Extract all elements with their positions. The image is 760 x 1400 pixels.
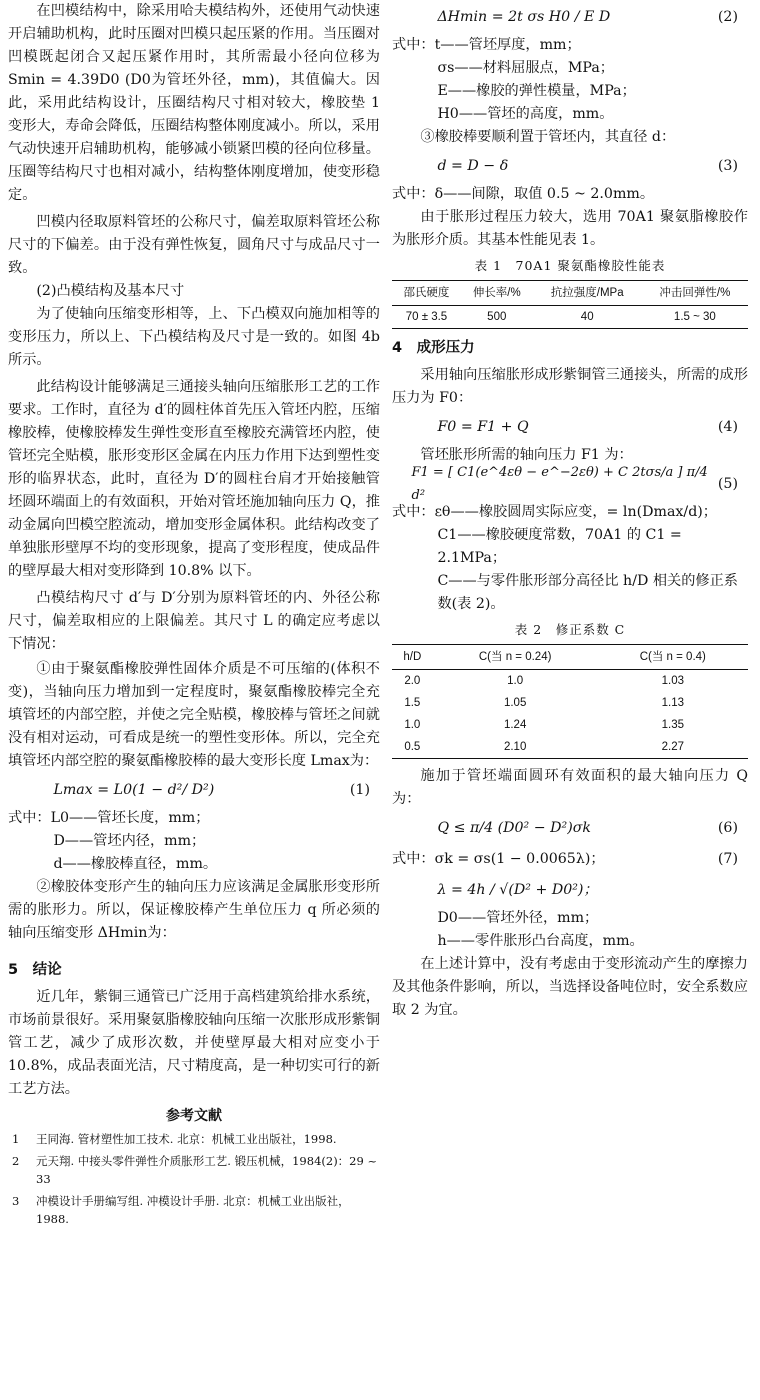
table-header: C(当 n = 0.24) bbox=[433, 645, 598, 670]
definition: 式中：L0——管坯长度，mm； bbox=[8, 810, 210, 826]
definition: D0——管坯外径，mm； bbox=[437, 910, 599, 926]
definition: C——与零件胀形部分高径比 h/D 相关的修正系数(表 2)。 bbox=[437, 573, 738, 612]
table-header: h/D bbox=[392, 645, 433, 670]
equation-8 bbox=[392, 873, 748, 907]
paragraph: 在凹模结构中，除采用哈夫模结构外，还使用气动快速开启辅助机构，此时压圈对凹模只起压紧的作用。当压圈对凹模既起闭合又起压紧作用时，其所需最小径向位移为 Smin = 4.39D0 (D0为管坯外径，mm)，其值偏大。因此，采用此结构设计，压圈结构尺寸相对较大，橡胶垫 1 变形大，寿命会降低，压圈结构整体刚度减小。所以，采用气动快速开启辅助机构，能够减小锁紧凹模的径向位移量。压圈等结构尺寸也相对减小，结构整体刚度增加，使变形稳定。 bbox=[8, 3, 380, 203]
table-row bbox=[392, 692, 748, 714]
definition: D——管坯内径，mm； bbox=[53, 833, 206, 849]
reference-item bbox=[8, 1130, 380, 1148]
table-cell: 1.24 bbox=[503, 719, 527, 731]
reference-text: 元天翔. 中接头零件弹性介质胀形工艺. 锻压机械，1984(2)：29 ~ 33 bbox=[36, 1154, 378, 1186]
paragraph: 此结构设计能够满足三通接头轴向压缩胀形工艺的工作要求。工作时，直径为 d′的圆柱体首先压入管坯内腔，压缩橡胶棒，使橡胶棒发生弹性变形直至橡胶充满管坯内腔，使管坯完全贴模，胀形变形区金属在内压力作用下达到塑性变形的临界状态，此时，直径为 D′的圆柱台肩才开始接触管坯圆环端面上的有效面积，开始对管坯施加轴向压力 Q，推动金属向凹模空腔流动，增加变形金属体积。此结构改变了单独胀形壁厚不均的变形现象，提高了变形程度，使成品件的壁厚最大相对变形降到 10.8% 以下。 bbox=[8, 379, 380, 579]
section-heading: 4 成形压力 bbox=[392, 340, 475, 356]
paragraph: 采用轴向压缩胀形成形紫铜管三通接头，所需的成形压力为 F0： bbox=[392, 367, 748, 406]
table-header: C(当 n = 0.4) bbox=[598, 645, 748, 670]
paragraph: 由于胀形过程压力较大，选用 70A1 聚氨脂橡胶作为胀形介质。其基本性能见表 1。 bbox=[392, 209, 748, 248]
equation-1 bbox=[8, 773, 380, 807]
equation-number: (2) bbox=[717, 8, 738, 25]
equation-text: d = D − δ bbox=[437, 157, 509, 174]
table-cell: 1.13 bbox=[661, 697, 684, 709]
section-heading: 5 结论 bbox=[8, 962, 62, 978]
left-column bbox=[8, 0, 380, 1232]
paragraph: 近几年，紫铜三通管已广泛用于高档建筑给排水系统，市场前景很好。采用聚氨脂橡胶轴向压缩一次胀形成形紫铜管工艺，减少了成形次数，并使壁厚最大相对应变小于 10.8%，成品表面光洁，尺寸精度高，是一种切实可行的新工艺方法。 bbox=[8, 989, 380, 1097]
equation-text: ΔHmin = 2t σs H0 / E D bbox=[437, 8, 611, 25]
table-cell: 1.5 bbox=[404, 697, 421, 709]
definition: E——橡胶的弹性模量，MPa； bbox=[437, 83, 636, 99]
equation-5 bbox=[392, 467, 748, 501]
table-header: 邵氏硬度 bbox=[392, 281, 461, 306]
equation-3 bbox=[392, 149, 748, 183]
table-cell: 2.10 bbox=[433, 736, 598, 759]
table-cell: 40 bbox=[533, 306, 642, 329]
table-cell: 1.0 bbox=[507, 675, 524, 687]
table-cell: 2.27 bbox=[598, 736, 748, 759]
definitions bbox=[392, 501, 748, 616]
definition: σs——材料屈服点，MPa； bbox=[437, 60, 614, 76]
references-title: 参考文献 bbox=[166, 1108, 222, 1124]
definition: 式中：δ——间隙，取值 0.5 ~ 2.0mm。 bbox=[392, 186, 655, 202]
equation-text: 式中：σk = σs(1 − 0.0065λ)； bbox=[392, 850, 605, 867]
table-header: 伸长率/% bbox=[461, 281, 533, 306]
table-cell: 1.0 bbox=[404, 719, 421, 731]
definitions bbox=[392, 907, 748, 953]
table-cell: 1.35 bbox=[661, 719, 684, 731]
table-cell: 0.5 bbox=[392, 736, 433, 759]
paragraph: 施加于管坯端面圆环有效面积的最大轴向压力 Q 为： bbox=[392, 768, 748, 807]
definitions bbox=[392, 34, 748, 126]
paragraph: ③橡胶棒要顺利置于管坯内，其直径 d： bbox=[420, 129, 676, 145]
reference-number: 2 bbox=[12, 1154, 20, 1168]
definition: 式中：εθ——橡胶圆周实际应变，= ln(Dmax/d)； bbox=[392, 504, 717, 520]
definition: H0——管坯的高度，mm。 bbox=[437, 106, 614, 122]
table-row bbox=[392, 306, 748, 329]
reference-text: 王同海. 管材塑性加工技术. 北京：机械工业出版社，1998. bbox=[36, 1132, 337, 1146]
right-column bbox=[392, 0, 748, 1022]
table-1 bbox=[392, 280, 748, 329]
table-header: 抗拉强度/MPa bbox=[533, 281, 642, 306]
table-cell: 500 bbox=[461, 306, 533, 329]
equation-number: (5) bbox=[717, 475, 738, 492]
definition: 式中：t——管坯厚度，mm； bbox=[392, 37, 581, 53]
table-cell: 1.05 bbox=[503, 697, 527, 709]
equation-number: (7) bbox=[717, 850, 738, 867]
paragraph: 为了使轴向压缩变形相等，上、下凸模双向施加相等的变形压力，所以上、下凸模结构及尺寸是一致的。如图 4b 所示。 bbox=[8, 306, 380, 368]
table-cell: 1.03 bbox=[661, 675, 684, 687]
equation-6 bbox=[392, 811, 748, 845]
subheading: (2)凸模结构及基本尺寸 bbox=[36, 283, 185, 299]
table-header: 冲击回弹性/% bbox=[642, 281, 748, 306]
table-cell: 1.5 ~ 30 bbox=[642, 306, 748, 329]
paragraph: 管坯胀形所需的轴向压力 F1 为： bbox=[420, 447, 633, 463]
equation-text: Q ≤ π/4 (D0² − D²)σk bbox=[437, 819, 592, 836]
equation-text: F1 = [ C1(e^4εθ − e^−2εθ) + C 2tσs/a ] π/4 d² bbox=[411, 465, 708, 503]
equation-number: (3) bbox=[717, 157, 738, 174]
reference-number: 3 bbox=[12, 1194, 20, 1208]
reference-text: 冲模设计手册编写组. 冲模设计手册. 北京：机械工业出版社，1988. bbox=[36, 1194, 350, 1226]
paragraph: ②橡胶体变形产生的轴向压力应该满足金属胀形变形所需的胀形力。所以，保证橡胶棒产生单位压力 q 所必须的轴向压缩变形 ΔHmin为： bbox=[8, 879, 380, 941]
equation-number: (4) bbox=[717, 418, 738, 435]
equation-7 bbox=[392, 845, 748, 873]
equation-number: (6) bbox=[717, 819, 738, 836]
reference-item bbox=[8, 1192, 380, 1228]
table-caption: 表 1 70A1 聚氨酯橡胶性能表 bbox=[474, 258, 666, 273]
paragraph: 在上述计算中，没有考虑由于变形流动产生的摩擦力及其他条件影响，所以，当选择设备吨位时，安全系数应取 2 为宜。 bbox=[392, 956, 748, 1018]
table-caption: 表 2 修正系数 C bbox=[514, 622, 626, 637]
paragraph: 凹模内径取原料管坯的公称尺寸，偏差取原料管坯公称尺寸的下偏差。由于没有弹性恢复，圆角尺寸与成品尺寸一致。 bbox=[8, 214, 380, 276]
definition: d——橡胶棒直径，mm。 bbox=[53, 856, 218, 872]
table-cell: 70 ± 3.5 bbox=[392, 306, 461, 329]
definition: h——零件胀形凸台高度，mm。 bbox=[437, 933, 644, 949]
table-cell: 2.0 bbox=[404, 675, 421, 687]
reference-number: 1 bbox=[12, 1132, 20, 1146]
equation-text: λ = 4h / √(D² + D0²)； bbox=[437, 881, 598, 898]
equation-4 bbox=[392, 410, 748, 444]
reference-item bbox=[8, 1152, 380, 1188]
paragraph: 凸模结构尺寸 d′与 D′分别为原料管坯的内、外径公称尺寸，偏差取相应的上限偏差。其尺寸 L 的确定应考虑以下情况： bbox=[8, 590, 380, 652]
equation-text: F0 = F1 + Q bbox=[437, 418, 529, 435]
table-row bbox=[392, 714, 748, 736]
table-row bbox=[392, 736, 748, 759]
equation-number: (1) bbox=[349, 781, 370, 798]
table-row bbox=[392, 670, 748, 693]
table-2 bbox=[392, 644, 748, 759]
definition: C1——橡胶硬度常数，70A1 的 C1 = 2.1MPa； bbox=[437, 527, 682, 566]
equation-2 bbox=[392, 0, 748, 34]
paragraph: ①由于聚氨酯橡胶弹性固体介质是不可压缩的(体积不变)，当轴向压力增加到一定程度时，聚氨酯橡胶棒完全充填管坯的内部空腔，并使之完全贴模，橡胶棒与管坯之间就没有相对运动，可看成是统一的塑性变形体。所以，完全充填管坯内部空腔的聚氨酯橡胶棒的最大变形长度 Lmax为： bbox=[8, 661, 380, 769]
definitions bbox=[8, 807, 380, 876]
equation-text: Lmax = L0(1 − d²/ D²) bbox=[53, 781, 215, 798]
